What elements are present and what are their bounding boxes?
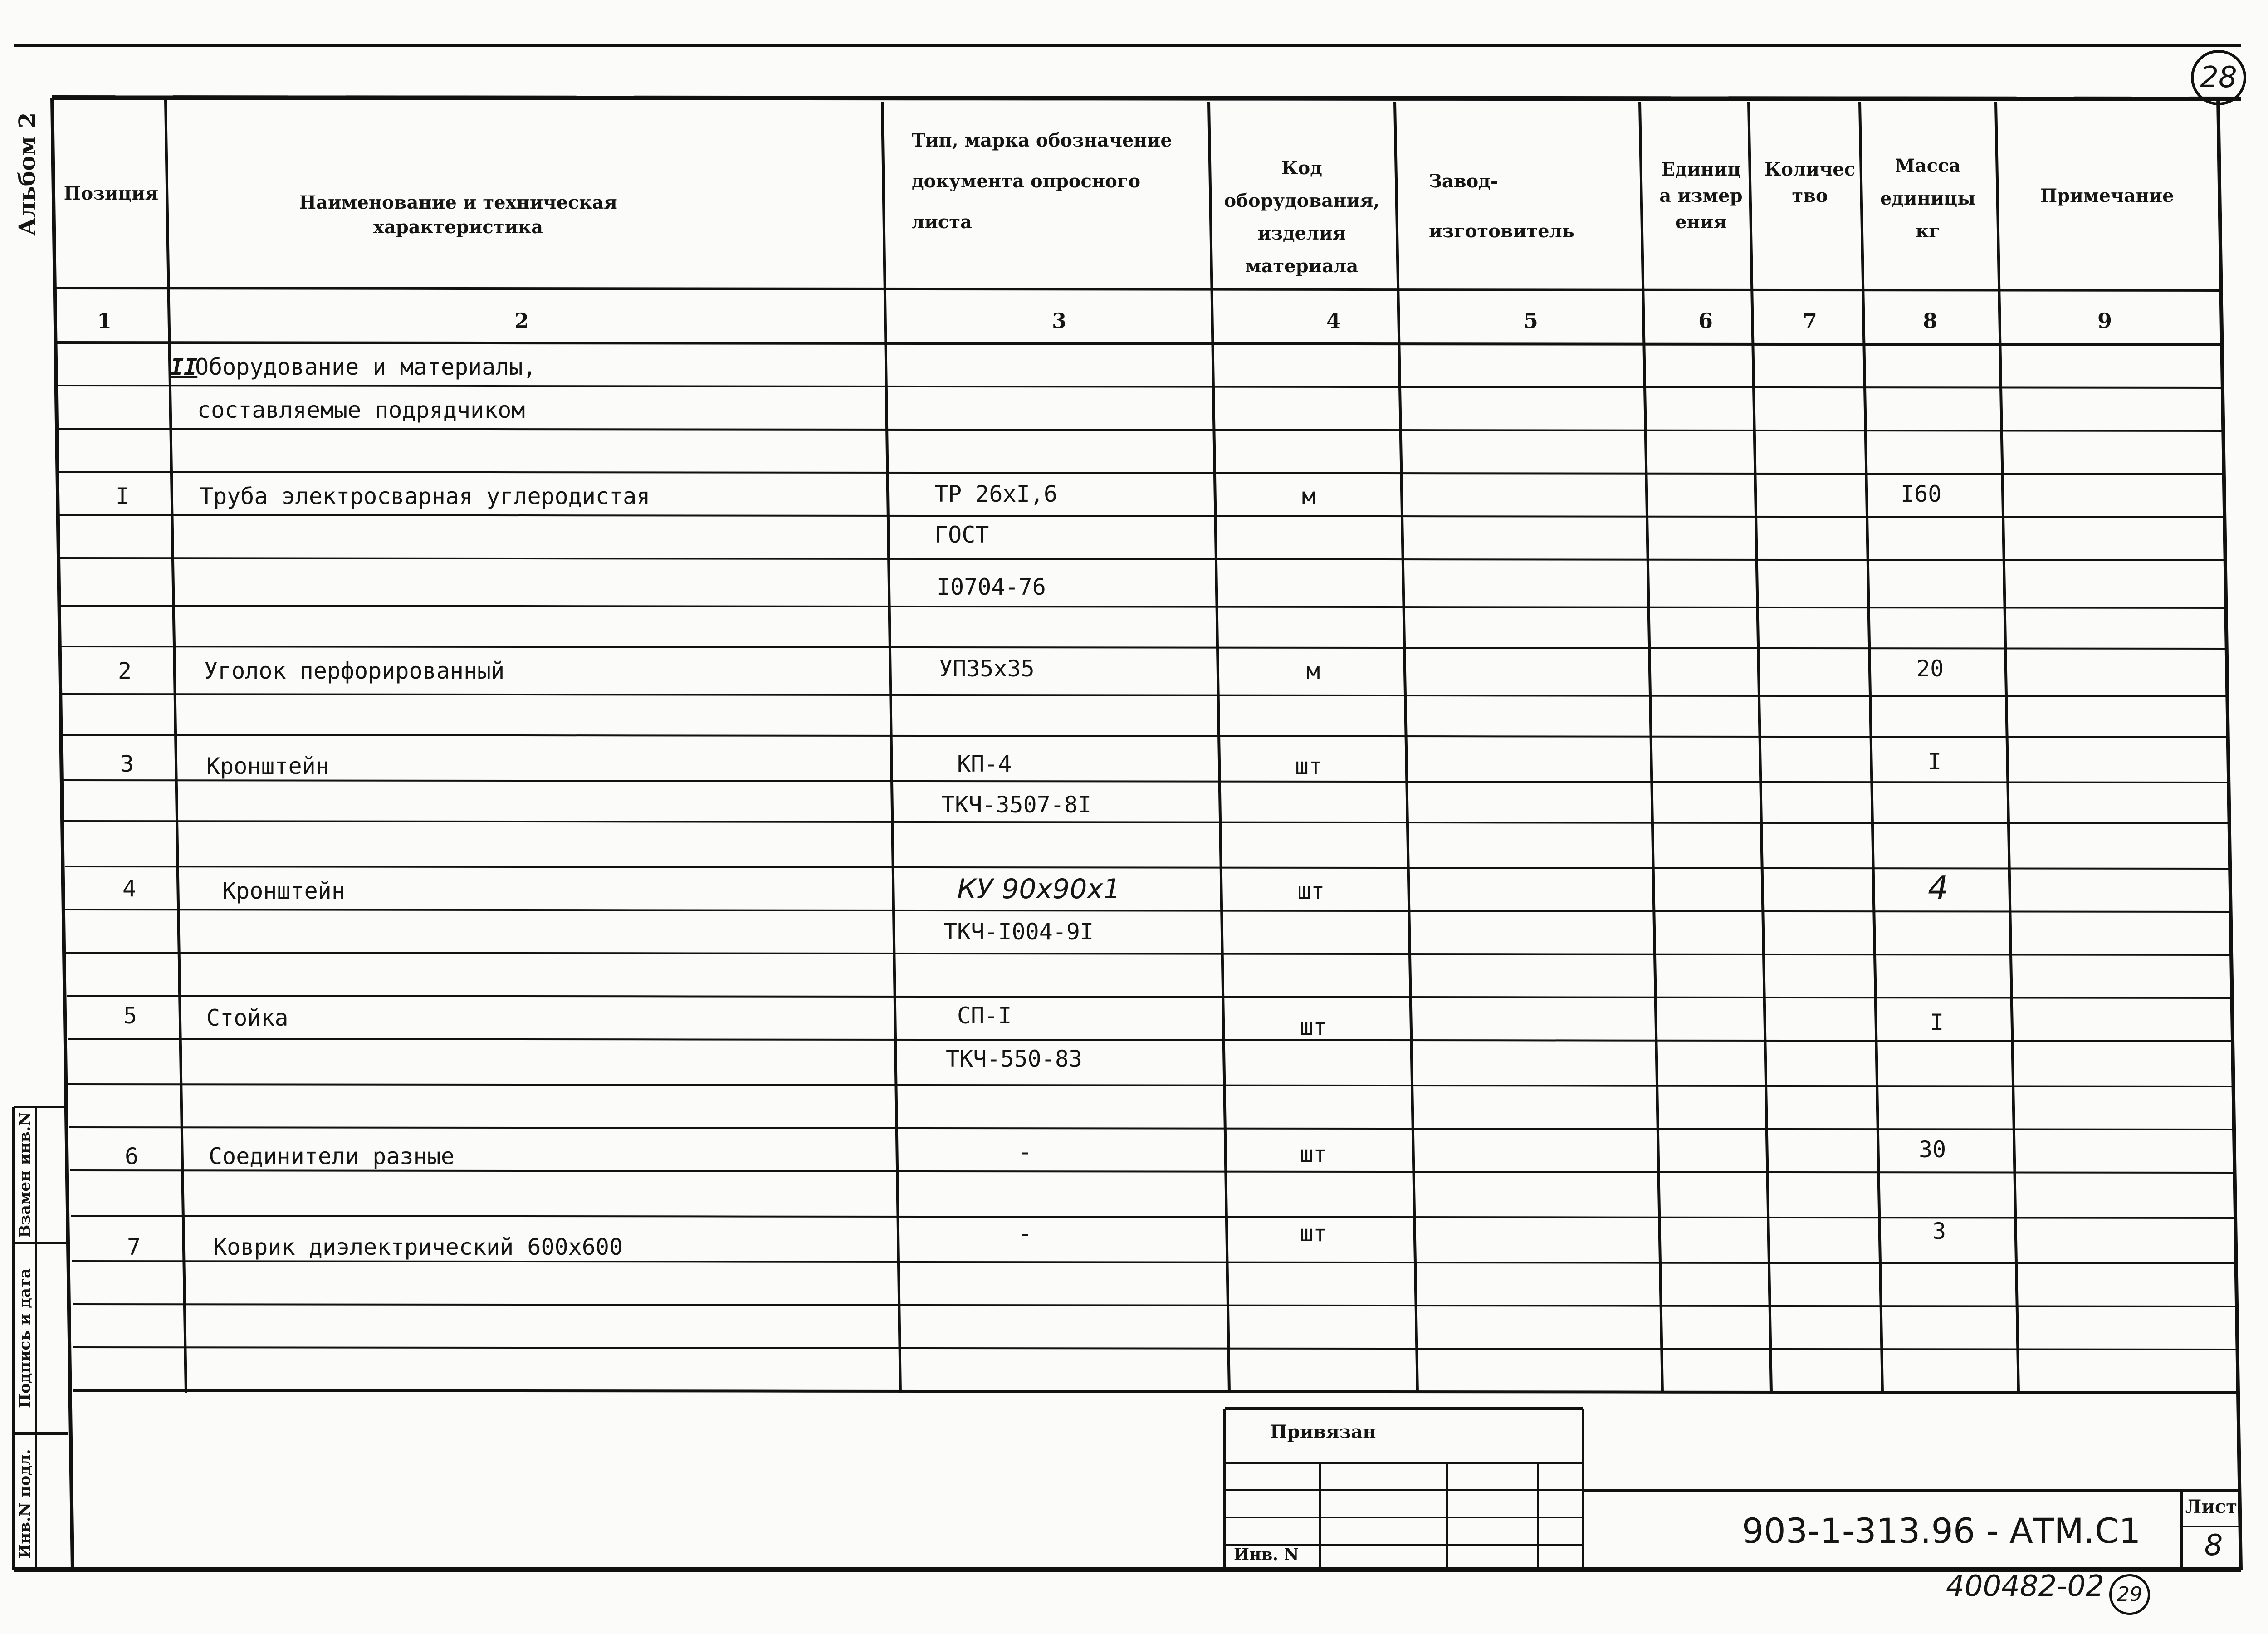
header-position: Позиция <box>64 183 159 204</box>
footer-circled-number <box>2109 1574 2150 1615</box>
row7-name: Коврик диэлектрический 600х600 <box>213 1234 623 1260</box>
stamp-label-signature: Подпись и дата <box>16 1268 34 1409</box>
row2-type-1: УП35х35 <box>939 656 1035 682</box>
column-number: 6 <box>1698 308 1713 333</box>
row6-position: 6 <box>125 1143 139 1169</box>
row2-name: Уголок перфорированный <box>204 658 505 684</box>
row4-name: Кронштейн <box>222 878 345 904</box>
row1-unit: м <box>1302 483 1316 509</box>
row3-type-2: ТКЧ-3507-8I <box>941 792 1092 818</box>
row4-type-1: КУ 90х90х1 <box>957 873 1121 905</box>
footer-circled-value: 29 <box>2117 1583 2142 1606</box>
page-number: 28 <box>2200 61 2237 94</box>
column-number: 7 <box>1802 308 1817 333</box>
column-number: 5 <box>1523 308 1538 333</box>
row6-name: Соединители разные <box>209 1143 455 1169</box>
document-code: 903-1-313.96 - АТМ.С1 <box>1742 1511 2141 1551</box>
row4-type-2: ТКЧ-I004-9I <box>943 919 1094 945</box>
row7-position: 7 <box>127 1234 141 1260</box>
row1-mass: I60 <box>1901 481 1942 507</box>
footer-handwritten-number: 400482-02 <box>1946 1570 2104 1603</box>
row5-unit: шт <box>1300 1014 1327 1040</box>
header-manufacturer: Завод-изготовитель <box>1429 171 1574 242</box>
row7-type-1: - <box>1018 1220 1032 1247</box>
row2-unit: м <box>1306 658 1320 684</box>
row5-position: 5 <box>123 1003 137 1029</box>
sheet-label: Лист <box>2185 1496 2238 1517</box>
header-note: Примечание <box>2040 185 2174 206</box>
row4-unit: шт <box>1297 878 1325 904</box>
row5-type-1: СП-I <box>957 1003 1012 1029</box>
row7-mass: 3 <box>1932 1218 1946 1244</box>
header-code: Код оборудования, изделия материала <box>1224 157 1380 277</box>
row5-type-2: ТКЧ-550-83 <box>946 1046 1083 1072</box>
row3-type-1: КП-4 <box>957 751 1012 777</box>
row6-mass: 30 <box>1919 1136 1946 1163</box>
column-number: 2 <box>514 308 529 333</box>
section-roman: II <box>170 354 198 380</box>
stamp-label-inventory: Инв.N подл. <box>16 1449 34 1559</box>
row2-position: 2 <box>118 658 132 684</box>
section-title-line2: составляемые подрядчиком <box>197 397 525 423</box>
row3-unit: шт <box>1295 753 1323 779</box>
row3-position: 3 <box>120 751 134 777</box>
row1-position: I <box>116 483 130 509</box>
row2-mass: 20 <box>1916 656 1944 682</box>
sheet-number: 8 <box>2204 1529 2223 1562</box>
attached-label: Привязан <box>1270 1421 1376 1443</box>
column-number: 1 <box>97 308 112 333</box>
row5-name: Стойка <box>206 1005 288 1031</box>
row1-type-2: ГОСТ <box>934 522 989 548</box>
row7-unit: шт <box>1300 1220 1327 1247</box>
row4-position: 4 <box>122 876 137 902</box>
header-name: Наименование и техническая характеристика <box>299 192 617 238</box>
row4-mass: 4 <box>1928 869 1949 907</box>
header-type: Тип, марка обозначение документа опросного листа <box>912 130 1172 233</box>
stamp-label-replaced: Взамен инв.N <box>16 1112 34 1238</box>
column-number: 9 <box>2097 308 2112 333</box>
inv-label: Инв. N <box>1234 1545 1299 1564</box>
row6-unit: шт <box>1300 1141 1327 1167</box>
row1-name: Труба электросварная углеродистая <box>200 483 650 509</box>
row3-name: Кронштейн <box>206 753 329 779</box>
header-quantity: Количество <box>1764 159 1856 206</box>
column-number: 4 <box>1326 308 1341 333</box>
header-mass: Масса единицы кг <box>1880 155 1976 242</box>
row1-type-3: I0704-76 <box>937 574 1046 600</box>
header-unit: Единица измерения <box>1659 159 1743 233</box>
column-number: 8 <box>1922 308 1937 333</box>
section-title-line1: Оборудование и материалы, <box>195 354 537 380</box>
row1-type-1: ТР 26хI,6 <box>934 481 1057 507</box>
column-number: 3 <box>1051 308 1066 333</box>
row6-type-1: - <box>1018 1139 1032 1165</box>
album-label: Альбом 2 <box>14 112 40 236</box>
row5-mass: I <box>1930 1009 1944 1036</box>
row3-mass: I <box>1928 749 1942 775</box>
